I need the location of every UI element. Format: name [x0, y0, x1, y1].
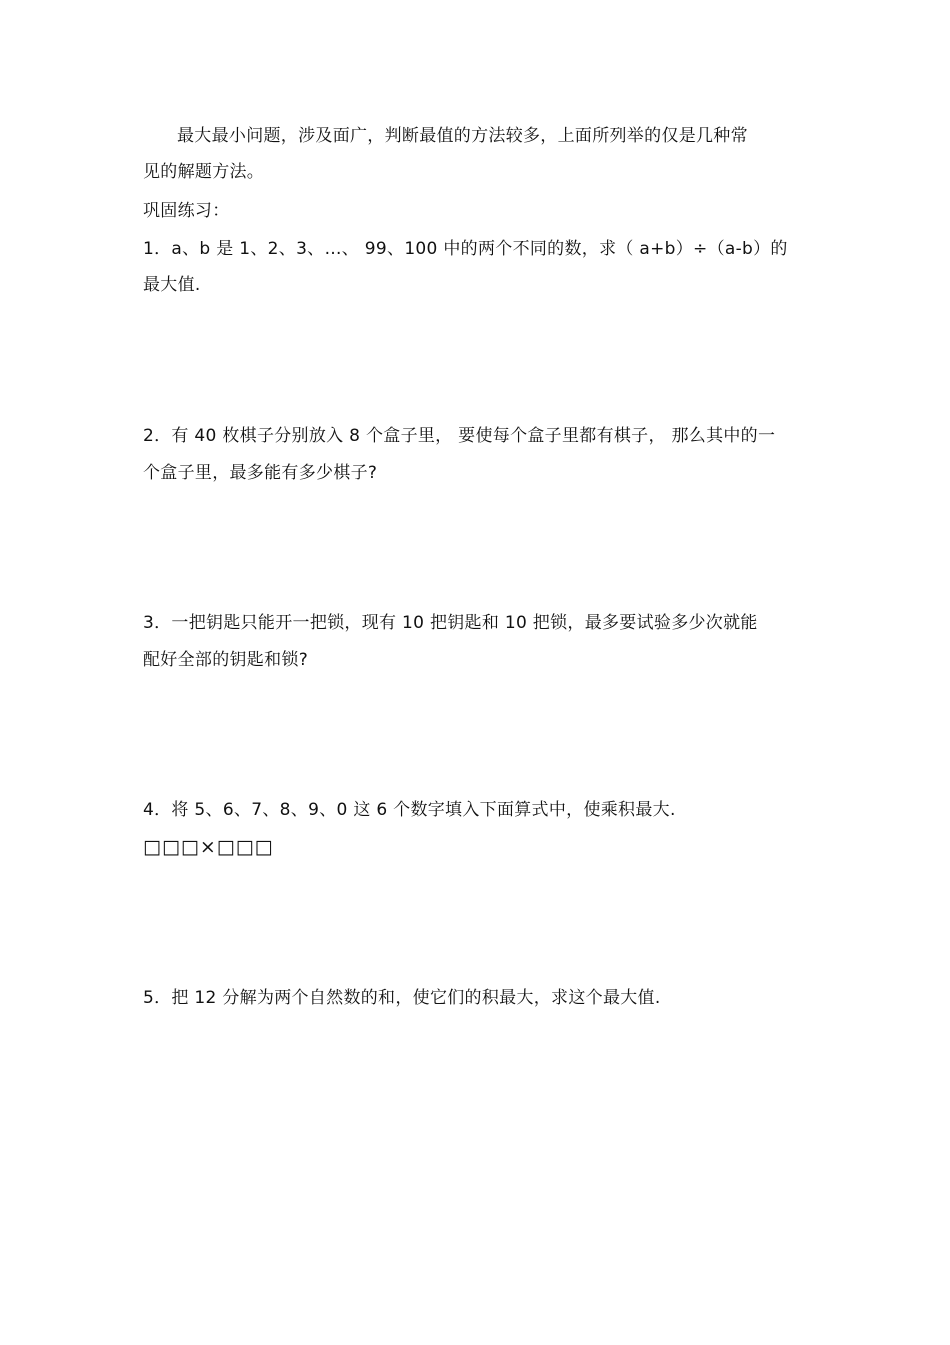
practice-heading: 巩固练习：	[143, 201, 230, 221]
question-4-line-1: 4．将 5、6、7、8、9、0 这 6 个数字填入下面算式中，使乘积最大.	[143, 800, 676, 820]
question-2-line-2: 个盒子里，最多能有多少棋子?	[143, 463, 378, 483]
question-3-line-1: 3．一把钥匙只能开一把锁，现有 10 把钥匙和 10 把锁，最多要试验多少次就能	[143, 613, 758, 633]
intro-line-2: 见的解题方法。	[143, 162, 265, 182]
question-3-line-2: 配好全部的钥匙和锁?	[143, 650, 309, 670]
question-4-blank-boxes: □□□×□□□	[143, 836, 274, 858]
question-5-line-1: 5．把 12 分解为两个自然数的和，使它们的积最大，求这个最大值.	[143, 988, 661, 1008]
intro-line-1: 最大最小问题，涉及面广，判断最值的方法较多，上面所列举的仅是几种常	[177, 126, 748, 146]
question-2-line-1: 2．有 40 枚棋子分别放入 8 个盒子里， 要使每个盒子里都有棋子， 那么其中的一	[143, 426, 776, 446]
question-1-line-1: 1．a、b 是 1、2、3、…、 99、100 中的两个不同的数，求（ a+b）÷（a-b）的	[143, 239, 788, 259]
question-1-line-2: 最大值.	[143, 275, 201, 295]
